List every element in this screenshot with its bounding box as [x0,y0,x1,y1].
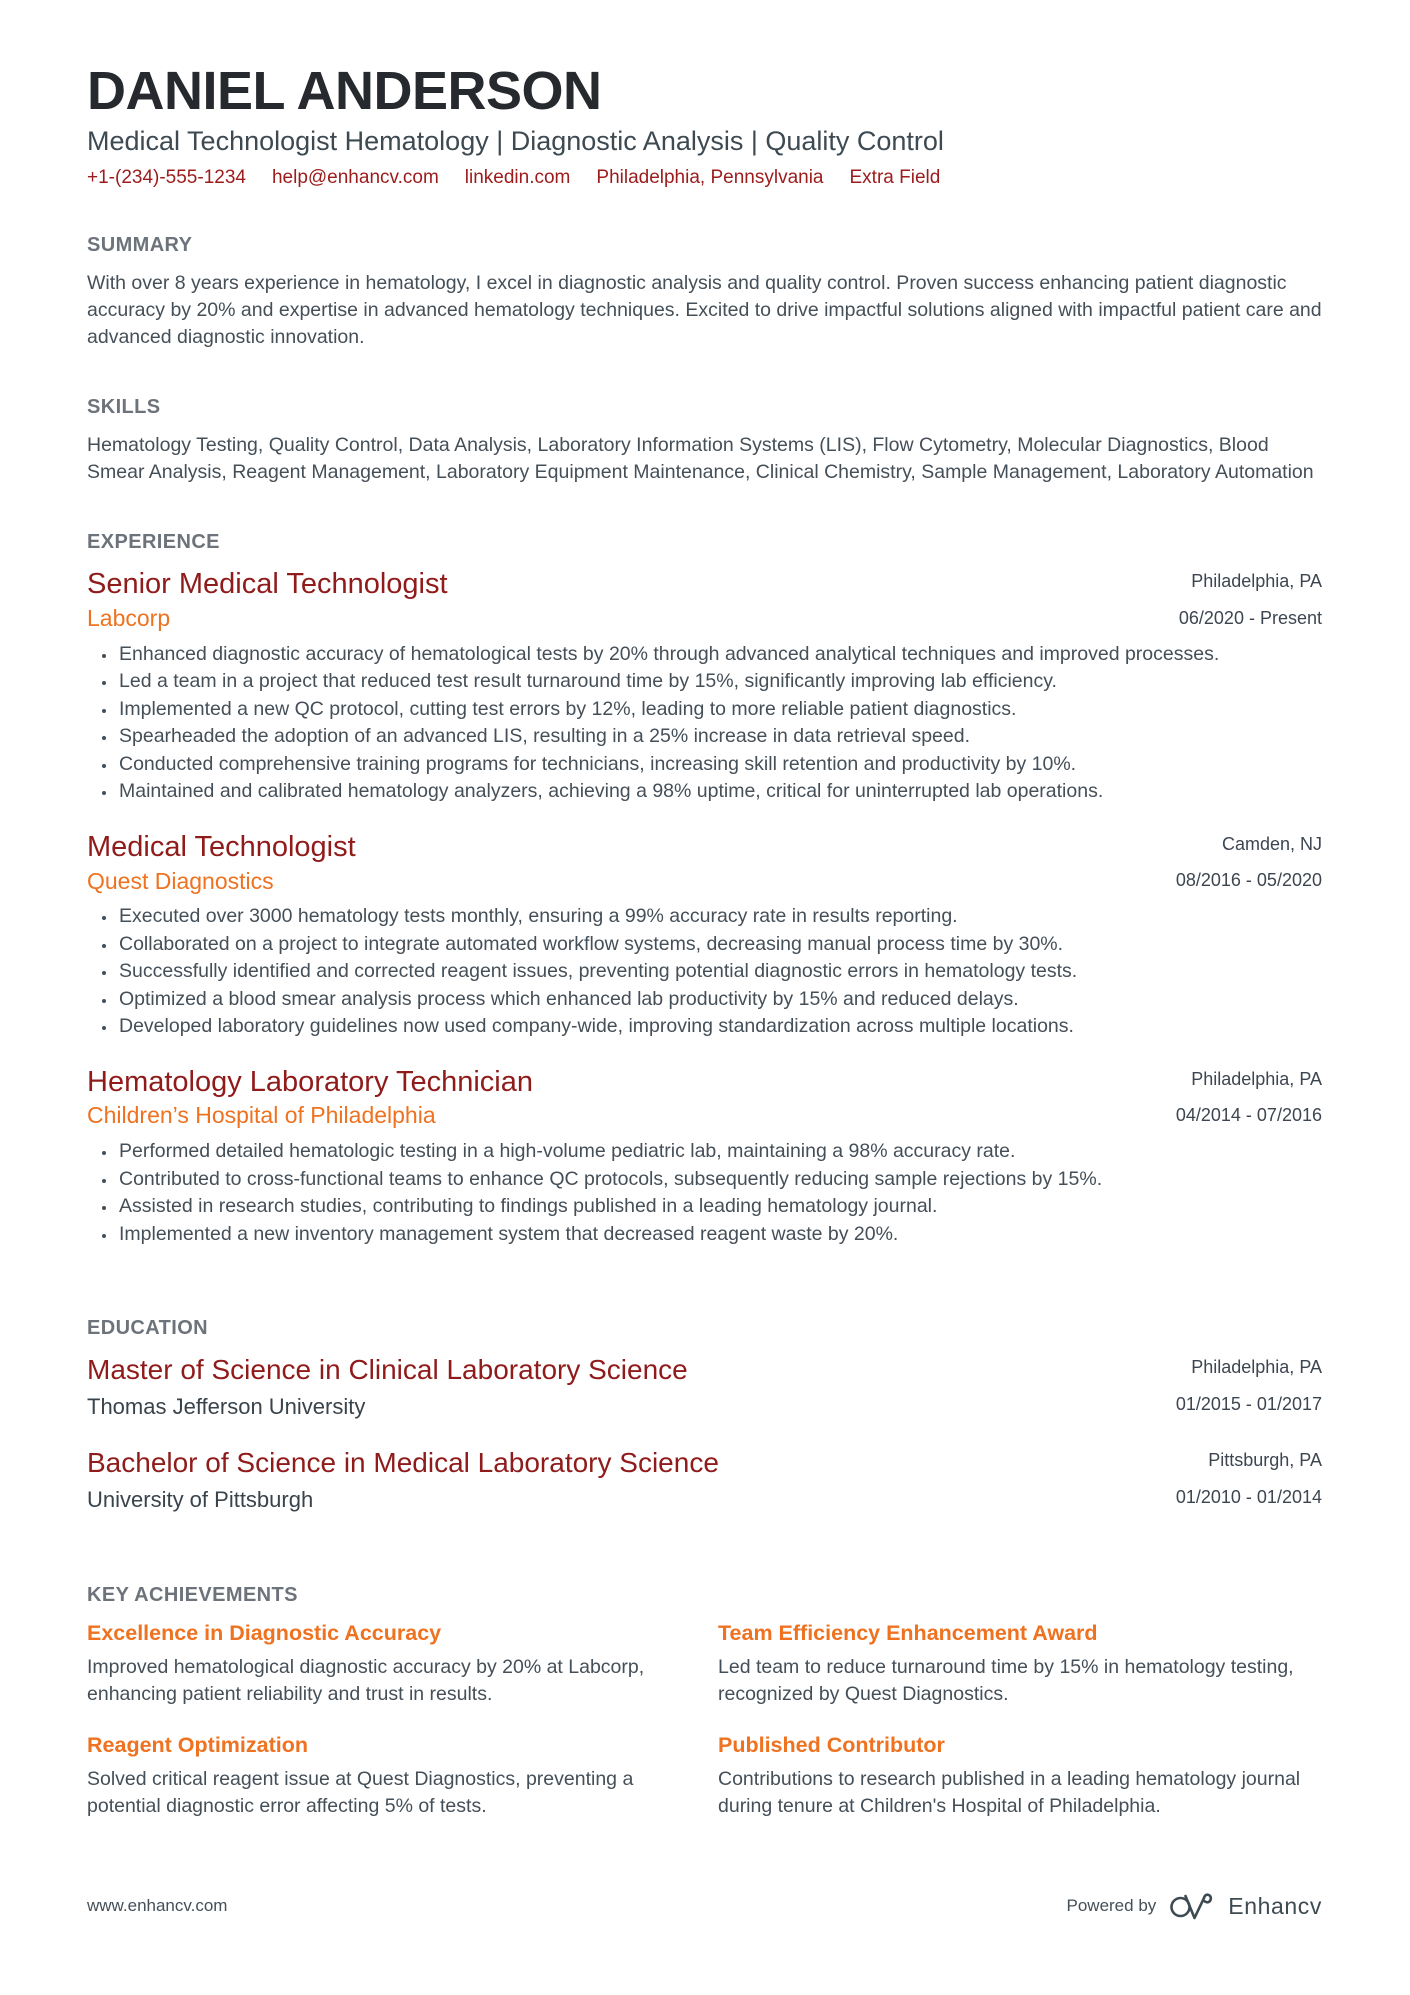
experience-entry [87,567,1322,805]
enhancv-logo-icon [1169,1889,1215,1923]
education-section [87,1272,1322,1539]
degree-title-block [87,1446,719,1513]
experience-entry [87,830,1322,1041]
education-entry [87,1446,1322,1513]
job-bullets [87,903,1322,1041]
job-bullet: • Performed detailed hematologic testing in a high-volume pediatric lab, maintaining a 98% accuracy rate. [117,1138,1322,1166]
job-company: Children’s Hospital of Philadelphia [87,1102,436,1129]
job-location: Camden, NJ [1221,833,1322,854]
achievement-text: Solved critical reagent issue at Quest Diagnostics, preventing a potential diagnostic error affecting 5% of tests. [87,1767,634,1817]
skills-text: Hematology Testing, Quality Control, Data Analysis, Laboratory Information Systems (LIS), Flow Cytometry, Molecular Diagnostics, Blood Smear Analysis, Reagent Management, Laboratory Equipment Maintenance, Clinical Chemistry, Sample Management, Laboratory Automation [87,434,1314,484]
education-entry [87,1353,1322,1420]
job-dates: 08/2016 - 05/2020 [1175,870,1322,891]
experience-entry [87,1065,1322,1248]
degree-meta [1176,1353,1322,1415]
degree-title: Bachelor of Science in Medical Laboratory Science [87,1447,719,1479]
contact-row [87,167,1322,189]
job-bullets [87,641,1322,806]
candidate-headline: Medical Technologist Hematology | Diagnostic Analysis | Quality Control [87,126,944,157]
job-meta [1176,1065,1322,1127]
job-company: Labcorp [87,605,171,632]
achievement-title: Excellence in Diagnostic Accuracy [87,1621,442,1646]
achievement-text: Contributions to research published in a leading hematology journal during tenure at Children's Hospital of Philadelphia. [718,1767,1301,1817]
achievements-section [87,1539,1322,1820]
job-header [87,1065,1322,1130]
candidate-name: DANIEL ANDERSON [87,61,602,121]
job-bullet: • Developed laboratory guidelines now used company-wide, improving standardization across multiple locations. [117,1013,1322,1041]
experience-section [87,486,1322,1272]
job-location: Philadelphia, PA [1191,571,1322,592]
skills-section-label: SKILLS [87,396,161,419]
job-bullet: • Enhanced diagnostic accuracy of hematological tests by 20% through advanced analytical techniques and improved processes. [117,641,1322,669]
job-company: Quest Diagnostics [87,867,274,894]
education-section-label: EDUCATION [87,1317,209,1340]
job-bullet: • Assisted in research studies, contributing to findings published in a leading hematology journal. [117,1193,1322,1221]
job-bullet: • Optimized a blood smear analysis process which enhanced lab productivity by 15% and reduced delays. [117,986,1322,1014]
job-dates: 06/2020 - Present [1178,608,1322,628]
achievement-title: Reagent Optimization [87,1732,308,1757]
job-bullet: • Maintained and calibrated hematology analyzers, achieving a 98% uptime, critical for uninterrupted lab operations. [117,778,1322,806]
achievement-item [87,1620,652,1708]
achievement-text: Led team to reduce turnaround time by 15% in hematology testing, recognized by Quest Diagnostics. [718,1655,1294,1705]
degree-title: Master of Science in Clinical Laboratory Science [87,1354,688,1386]
experience-section-label: EXPERIENCE [87,531,220,554]
achievement-title: Team Efficiency Enhancement Award [718,1621,1098,1646]
job-bullet: • Spearheaded the adoption of an advanced LIS, resulting in a 25% increase in data retrieval speed. [117,723,1322,751]
resume-header [87,62,1322,189]
job-bullet: • Collaborated on a project to integrate automated workflow systems, decreasing manual process time by 30%. [117,931,1322,959]
achievement-text: Improved hematological diagnostic accuracy by 20% at Labcorp, enhancing patient reliability and trust in results. [87,1655,645,1705]
contact-extra-field: Extra Field [849,167,941,189]
job-title-block [87,830,356,895]
degree-dates: 01/2015 - 01/2017 [1175,1393,1322,1414]
job-title-block [87,567,448,632]
achievement-title: Published Contributor [718,1732,945,1757]
enhancv-brand-wordmark: Enhancv [1228,1892,1322,1919]
achievement-item [718,1732,1322,1820]
job-bullet: • Conducted comprehensive training programs for technicians, increasing skill retention and productivity by 10%. [117,751,1322,779]
job-bullet: • Implemented a new inventory management system that decreased reagent waste by 20%. [117,1221,1322,1249]
degree-location: Pittsburgh, PA [1208,1450,1322,1471]
summary-section [87,189,1322,351]
summary-text: With over 8 years experience in hematology, I excel in diagnostic analysis and quality control. Proven success enhancing patient diagnostic accuracy by 20% and expertise in advanced hematology techniques. Excited to drive impactful solutions aligned with impactful patient care and advanced diagnostic innovation. [87,272,1322,349]
job-bullet: • Implemented a new QC protocol, cutting test errors by 12%, leading to more reliable patient diagnostics. [117,696,1322,724]
powered-by-label: Powered by [1066,1896,1157,1915]
achievements-grid [87,1620,1322,1820]
job-meta [1176,830,1322,892]
job-title: Hematology Laboratory Technician [87,1065,534,1098]
degree-school: Thomas Jefferson University [87,1393,366,1419]
degree-school: University of Pittsburgh [87,1486,314,1512]
degree-location: Philadelphia, PA [1191,1357,1322,1378]
contact-phone[interactable]: +1-(234)-555-1234 [87,167,246,189]
page-footer [87,1889,1322,1995]
job-header [87,830,1322,895]
degree-dates: 01/2010 - 01/2014 [1175,1486,1322,1507]
achievements-section-label: KEY ACHIEVEMENTS [87,1584,298,1607]
job-bullet: • Executed over 3000 hematology tests monthly, ensuring a 99% accuracy rate in results reporting. [117,903,1322,931]
degree-meta [1176,1446,1322,1508]
achievement-item [718,1620,1322,1708]
job-bullets [87,1138,1322,1248]
job-bullet: • Successfully identified and corrected reagent issues, preventing potential diagnostic errors in hematology tests. [117,958,1322,986]
job-header [87,567,1322,632]
job-location: Philadelphia, PA [1191,1068,1322,1089]
job-bullet: • Led a team in a project that reduced test result turnaround time by 15%, significantly improving lab efficiency. [117,668,1322,696]
job-title-block [87,1065,533,1130]
skills-section [87,351,1322,486]
powered-by-block [1067,1889,1323,1923]
degree-title-block [87,1353,688,1420]
job-meta [1179,567,1322,629]
contact-location: Philadelphia, Pennsylvania [596,167,824,189]
contact-linkedin[interactable]: linkedin.com [464,167,571,189]
job-dates: 04/2014 - 07/2016 [1175,1105,1322,1126]
job-title: Senior Medical Technologist [87,568,448,601]
job-bullet: • Contributed to cross-functional teams to enhance QC protocols, subsequently reducing sample rejections by 15%. [117,1166,1322,1194]
enhancv-website-link[interactable]: www.enhancv.com [87,1896,228,1915]
summary-section-label: SUMMARY [87,234,193,257]
achievement-item [87,1732,652,1820]
contact-email[interactable]: help@enhancv.com [271,167,439,189]
job-title: Medical Technologist [87,830,356,863]
